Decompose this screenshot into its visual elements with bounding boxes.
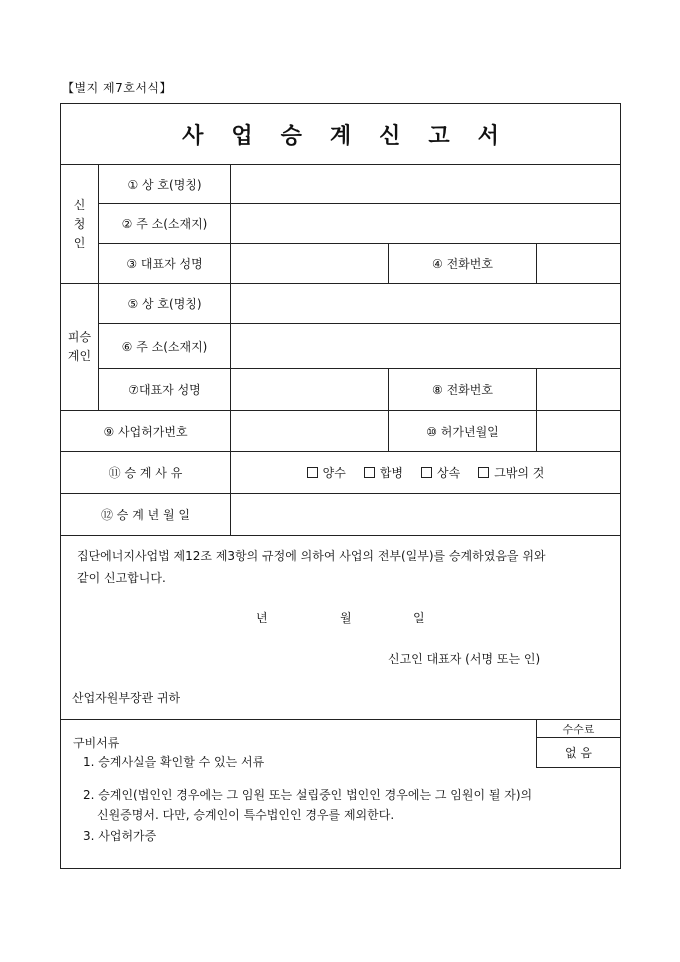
successor-address-field[interactable] xyxy=(231,324,620,368)
document-item-1: 1. 승계사실을 확인할 수 있는 서류 xyxy=(83,755,265,769)
fee-label: 수수료 xyxy=(562,722,595,736)
successor-representative-field[interactable] xyxy=(231,369,388,410)
successor-representative-label: ⑦대표자 성명 xyxy=(128,383,201,397)
checkbox-icon[interactable] xyxy=(307,467,318,478)
checkbox-icon[interactable] xyxy=(478,467,489,478)
form-title: 사업승계신고서 xyxy=(182,122,527,149)
declaration-text-line2: 같이 신고합니다. xyxy=(77,571,166,585)
applicant-group-label: 신 청 인 xyxy=(73,197,86,250)
succession-date-label: ⑫ 승 계 년 월 일 xyxy=(100,508,191,522)
succession-reason-label: ⑪ 승 계 사 유 xyxy=(108,466,183,480)
checkbox-icon[interactable] xyxy=(364,467,375,478)
document-item-2-line1: 2. 승계인(법인인 경우에는 그 임원 또는 설립중인 법인인 경우에는 그 임원이 될 자)의 xyxy=(83,788,533,802)
addressee: 산업자원부장관 귀하 xyxy=(72,691,181,705)
document-item-3: 3. 사업허가증 xyxy=(83,829,157,843)
successor-phone-label: ⑧ 전화번호 xyxy=(432,383,493,397)
applicant-address-label: ② 주 소(소재지) xyxy=(121,217,208,231)
applicant-trade-name-field[interactable] xyxy=(231,165,620,203)
successor-trade-name-label: ⑤ 상 호(명칭) xyxy=(127,297,202,311)
reason-option-other[interactable]: 그밖의 것 xyxy=(478,464,544,481)
reason-option-inheritance[interactable]: 상속 xyxy=(421,464,460,481)
applicant-representative-field[interactable] xyxy=(231,244,388,283)
fee-value: 없 음 xyxy=(565,746,592,760)
signer-label: 신고인 대표자 (서명 또는 인) xyxy=(388,652,541,666)
reason-option-transfer[interactable]: 양수 xyxy=(307,464,346,481)
successor-group-label: 피승 계인 xyxy=(67,330,92,363)
succession-reason-options xyxy=(231,452,620,493)
divider xyxy=(536,767,621,768)
date-year-label: 년 xyxy=(256,611,268,625)
successor-trade-name-field[interactable] xyxy=(231,284,620,323)
date-day-label: 일 xyxy=(413,611,425,625)
reason-option-merger[interactable]: 합병 xyxy=(364,464,403,481)
checkbox-icon[interactable] xyxy=(421,467,432,478)
divider xyxy=(60,535,621,536)
declaration-text-line1: 집단에너지사업법 제12조 제3항의 규정에 의하여 사업의 전부(일부)를 승계하였음을 위와 xyxy=(77,549,546,563)
license-number-field[interactable] xyxy=(231,411,388,451)
required-documents-heading: 구비서류 xyxy=(73,736,120,750)
applicant-representative-label: ③ 대표자 성명 xyxy=(126,257,203,271)
applicant-address-field[interactable] xyxy=(231,204,620,243)
license-date-label: ⑩ 허가년월일 xyxy=(426,424,499,439)
form-number-label: 【별지 제7호서식】 xyxy=(62,81,173,95)
applicant-phone-label: ④ 전화번호 xyxy=(432,257,493,271)
succession-date-field[interactable] xyxy=(231,494,620,535)
applicant-phone-field[interactable] xyxy=(537,244,620,283)
applicant-trade-name-label: ① 상 호(명칭) xyxy=(127,177,202,192)
license-date-field[interactable] xyxy=(537,411,620,451)
license-number-label: ⑨ 사업허가번호 xyxy=(103,424,188,439)
successor-address-label: ⑥ 주 소(소재지) xyxy=(121,339,208,354)
date-month-label: 월 xyxy=(340,611,352,625)
successor-phone-field[interactable] xyxy=(537,369,620,410)
document-item-2-line2: 신원증명서. 다만, 승계인이 특수법인인 경우를 제외한다. xyxy=(97,808,395,822)
